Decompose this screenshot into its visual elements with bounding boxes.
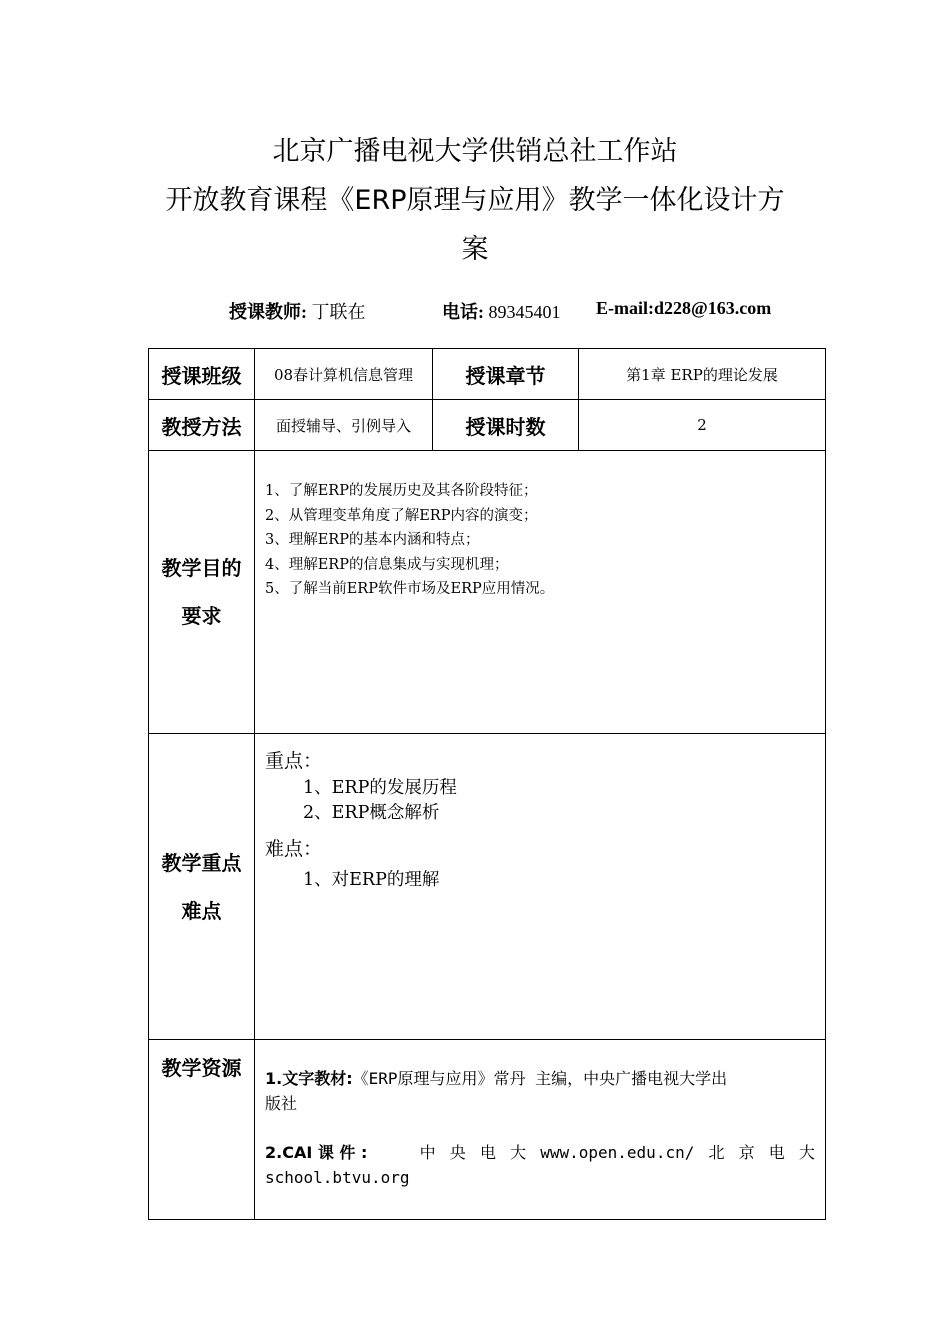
phone-label: 电话: xyxy=(442,302,484,322)
list-item: 1、对ERP的理解 xyxy=(303,870,440,890)
table-row xyxy=(149,400,826,451)
teacher-label: 授课教师: xyxy=(229,302,307,322)
resource-2-word: 北 xyxy=(708,1143,725,1162)
resources-label: 教学资源 xyxy=(149,1040,255,1220)
hours-label: 授课时数 xyxy=(433,400,579,451)
method-label: 教授方法 xyxy=(149,400,255,451)
key-heading: 重点： xyxy=(265,750,323,772)
resource-2-word: 电 xyxy=(479,1143,496,1162)
keys-label-line-1: 教学重点 xyxy=(161,850,242,875)
chapter-label: 授课章节 xyxy=(433,349,579,400)
list-item: 2、从管理变革角度了解ERP内容的演变； xyxy=(265,507,538,524)
doc-title-line-3: 案 xyxy=(461,234,489,265)
resource-2-word: 大 xyxy=(510,1143,527,1162)
resource-2-word: 京 xyxy=(738,1143,755,1162)
method-value: 面授辅导、引例导入 xyxy=(255,400,433,451)
doc-title-line-1: 北京广播电视大学供销总社工作站 xyxy=(272,136,678,167)
resource-2-title: 2.CAI 课 件 : xyxy=(265,1143,368,1162)
resource-2-word: 电 xyxy=(768,1143,785,1162)
resource-1-text: 《ERP原理与应用》常丹 主编，中央广播电视大学出 xyxy=(352,1069,728,1088)
resource-item-cai xyxy=(265,1140,815,1190)
list-item: 4、理解ERP的信息集成与实现机理； xyxy=(265,556,509,573)
phone-number: 89345401 xyxy=(488,302,561,322)
hours-value: 2 xyxy=(579,400,826,451)
email-address: E-mail:d228@163.com xyxy=(596,298,772,318)
list-item: 1、了解ERP的发展历史及其各阶段特征； xyxy=(265,483,538,499)
table-row xyxy=(149,734,826,1040)
list-item: 3、理解ERP的基本内涵和特点； xyxy=(265,532,480,548)
resource-2-word: 央 xyxy=(449,1143,466,1162)
email-info xyxy=(596,298,771,319)
resource-2-continuation: school.btvu.org xyxy=(265,1168,410,1187)
list-item: 1、ERP的发展历程 xyxy=(303,778,457,798)
resource-item-textbook xyxy=(265,1066,815,1116)
list-item: 2、ERP概念解析 xyxy=(303,803,440,823)
resources-content xyxy=(255,1040,826,1220)
keys-content xyxy=(255,734,826,1040)
goals-content xyxy=(255,451,826,734)
table-row xyxy=(149,1040,826,1220)
phone-info xyxy=(442,298,561,324)
keys-label-line-2: 难点 xyxy=(181,898,222,923)
list-item: 5、了解当前ERP软件市场及ERP应用情况。 xyxy=(265,581,555,597)
resource-2-word: 中 xyxy=(419,1143,436,1162)
class-label: 授课班级 xyxy=(149,349,255,400)
keys-label xyxy=(149,734,255,1040)
difficulty-heading: 难点： xyxy=(265,838,323,860)
course-design-table xyxy=(148,348,826,1220)
goals-label-line-2: 要求 xyxy=(181,604,222,628)
teacher-info xyxy=(229,298,366,324)
resource-1-title: 1.文字教材: xyxy=(265,1069,353,1088)
goals-label xyxy=(149,451,255,734)
resource-1-continuation: 版社 xyxy=(265,1094,298,1113)
doc-title-line-2: 开放教育课程《ERP原理与应用》教学一体化设计方 xyxy=(165,185,785,216)
class-value: 08春计算机信息管理 xyxy=(255,349,433,400)
resource-2-url: www.open.edu.cn/ xyxy=(540,1143,695,1162)
chapter-value: 第1章 ERP的理论发展 xyxy=(579,349,826,400)
teacher-name: 丁联在 xyxy=(311,302,366,322)
table-row xyxy=(149,349,826,400)
table-row xyxy=(149,451,826,734)
resource-2-word: 大 xyxy=(798,1143,815,1162)
goals-label-line-1: 教学目的 xyxy=(161,556,242,580)
